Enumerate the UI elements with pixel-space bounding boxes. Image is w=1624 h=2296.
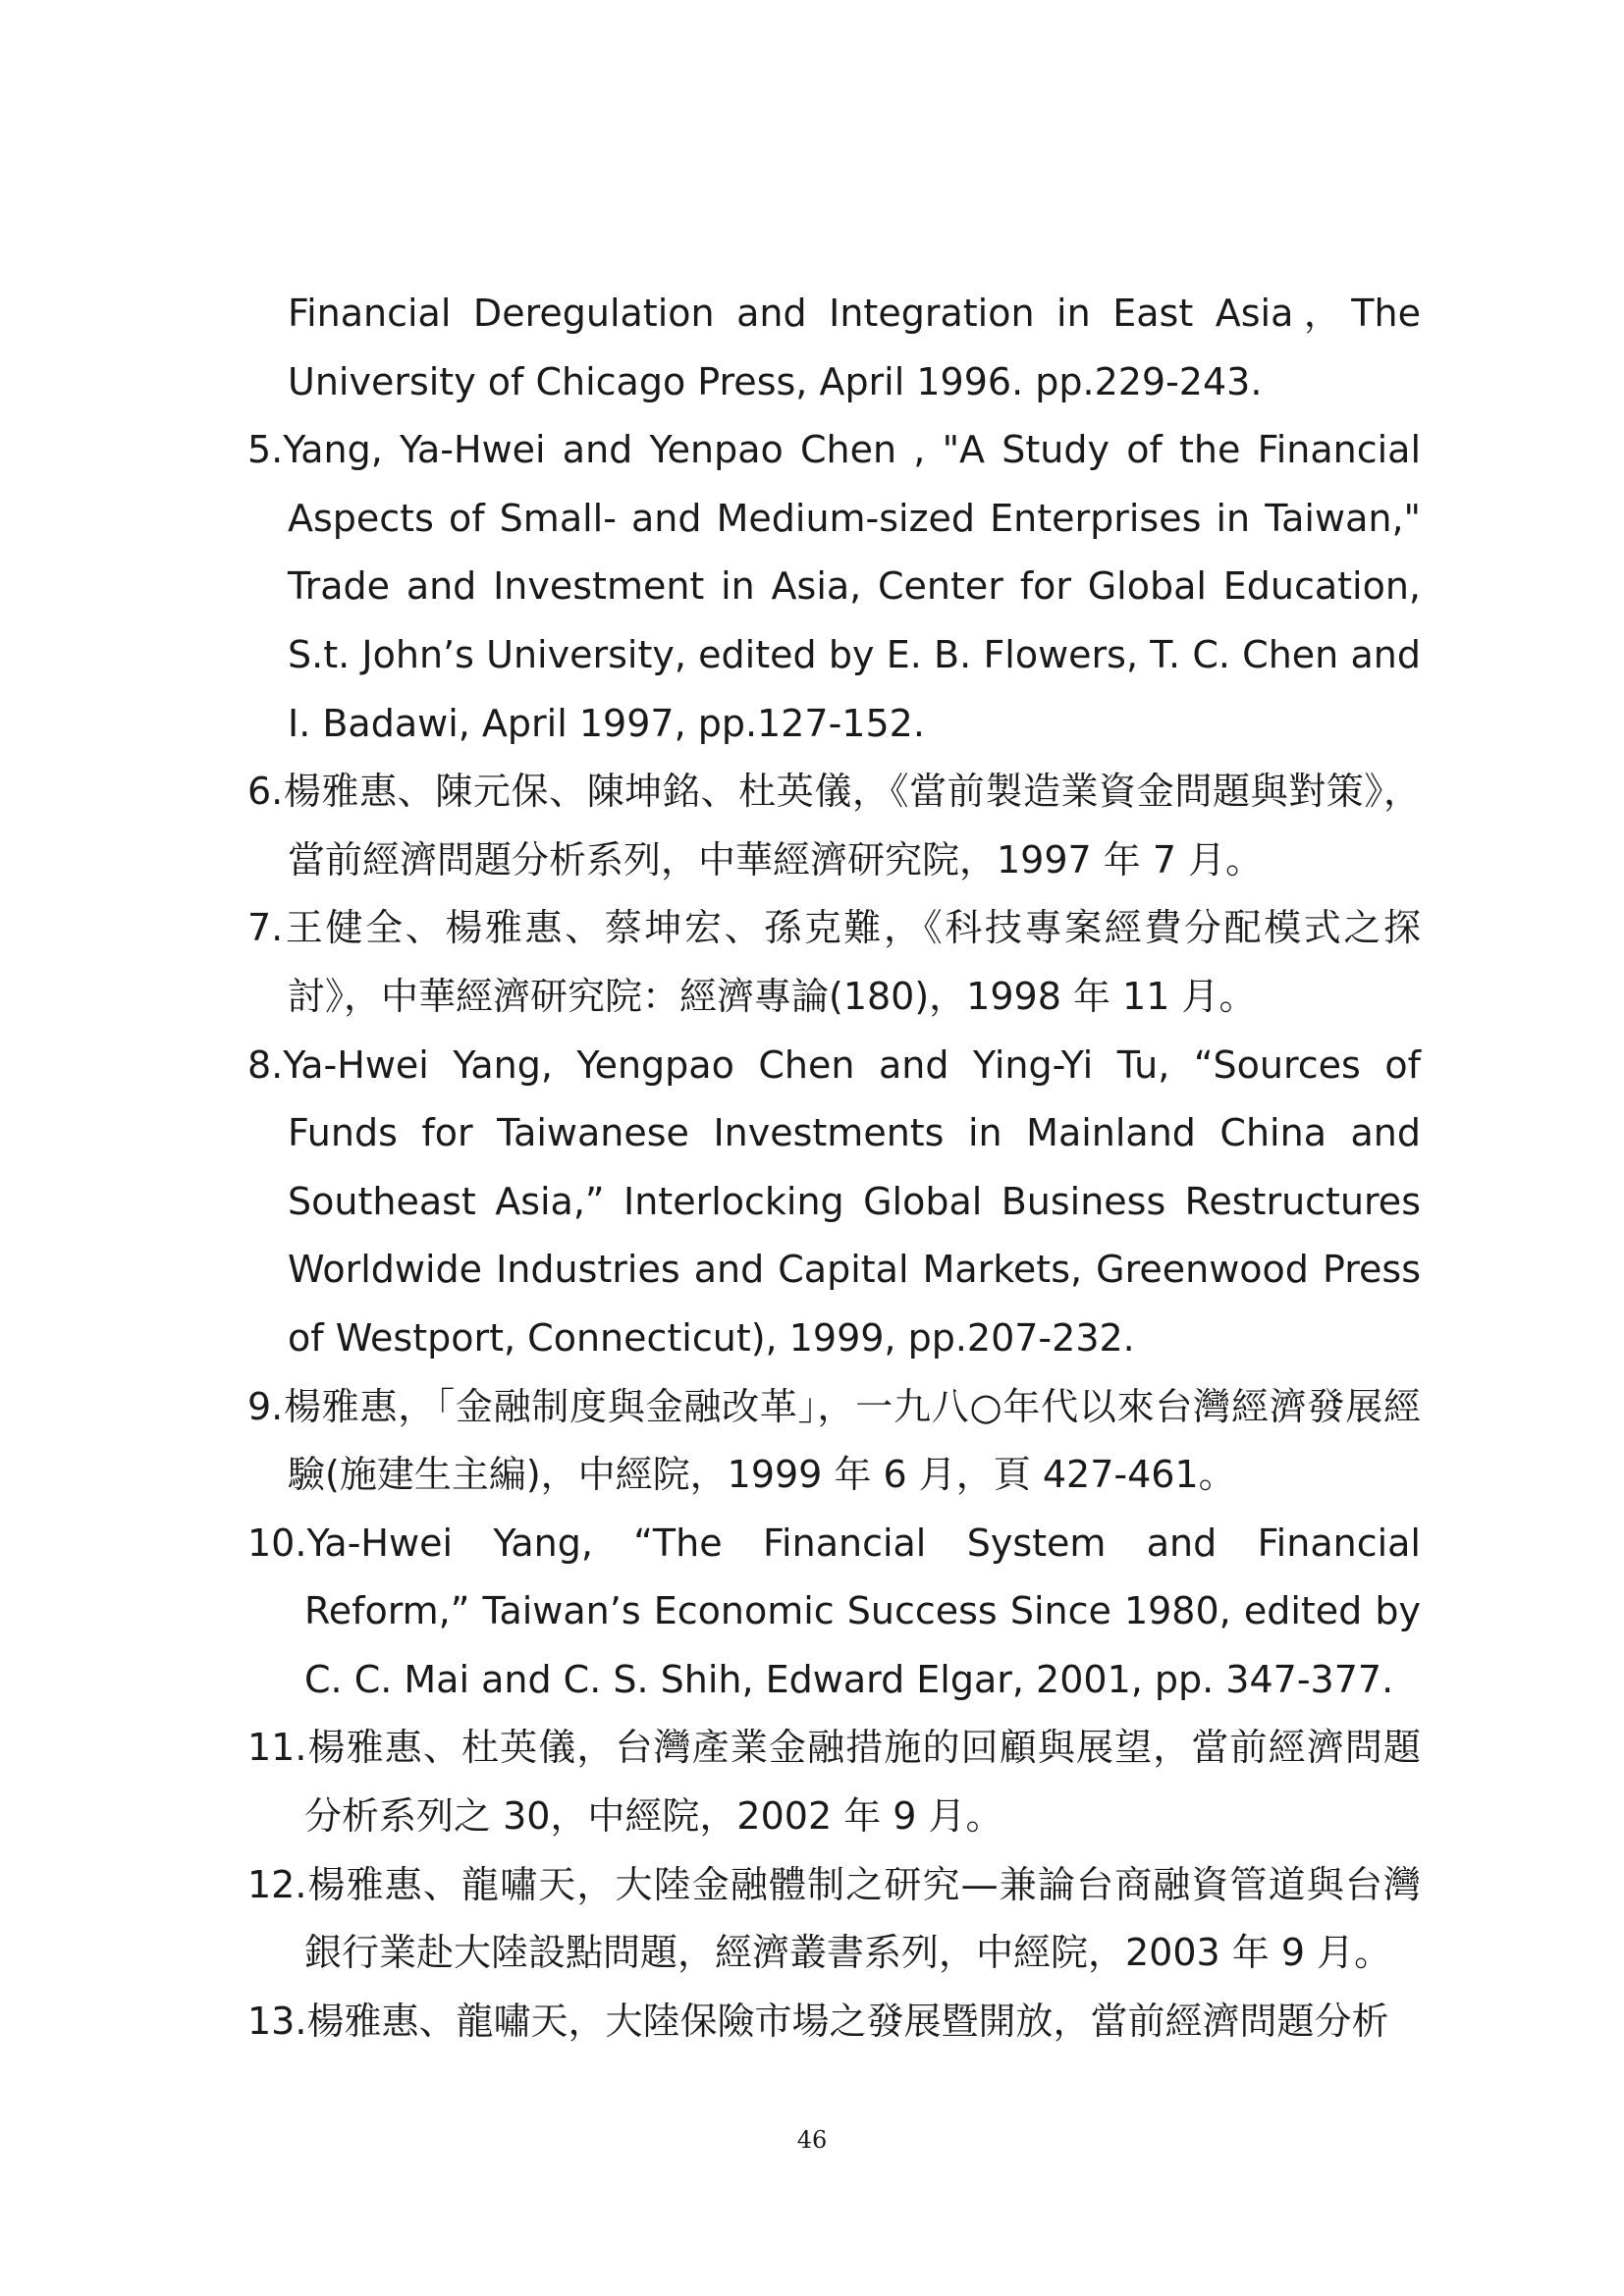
reference-number: 9. (247, 1384, 284, 1428)
reference-item (247, 1988, 1421, 2056)
reference-item (247, 280, 1421, 416)
reference-text: Ya-Hwei Yang, “The Financial System and Financial Reform,” Taiwan’s Economic Success Since 1980, edited by C. C. Mai and C. S. Shih, Edward Elgar, 2001, pp. 347-377. (304, 1521, 1421, 1701)
reference-list (247, 280, 1421, 2056)
reference-number: 12. (247, 1862, 307, 1906)
reference-item (247, 894, 1421, 1031)
page-number: 46 (796, 2126, 828, 2154)
reference-text: 楊雅惠、杜英儀，台灣產業金融措施的回顧與展望，當前經濟問題分析系列之 30，中經院，2002 年 9 月。 (304, 1726, 1421, 1839)
reference-number: 11. (247, 1726, 307, 1770)
reference-item (247, 1714, 1421, 1850)
reference-text: 楊雅惠，「金融制度與金融改革」，一九八○年代以來台灣經濟發展經驗(施建生主編)，中經院，1999 年 6 月，頁 427-461。 (283, 1384, 1421, 1497)
reference-text: 楊雅惠、陳元保、陳坤銘、杜英儀，《當前製造業資金問題與對策》，當前經濟問題分析系列，中華經濟研究院，1997 年 7 月。 (283, 770, 1421, 881)
reference-number: 10. (247, 1521, 307, 1565)
reference-text: 王健全、楊雅惠、蔡坤宏、孫克難，《科技專案經費分配模式之探討》，中華經濟研究院：經濟專論(180)，1998 年 11 月。 (283, 906, 1421, 1018)
reference-item (247, 1373, 1421, 1510)
reference-text: Ya-Hwei Yang, Yengpao Chen and Ying-Yi Tu, “Sources of Funds for Taiwanese Investments in Mainland China and Southeast Asia,” Interlocking Global Business Restructures Worldwide Industries and Capital Markets, Greenwood Press of Westport, Connecticut), 1999, pp.207-232. (283, 1042, 1421, 1360)
reference-number: 5. (247, 428, 284, 472)
reference-item (247, 1851, 1421, 1988)
reference-text: Financial Deregulation and Integration in East Asia，The University of Chicago Press, April 1996. pp.229-243. (288, 292, 1421, 403)
reference-text: 楊雅惠、龍嘯天，大陸金融體制之研究—兼論台商融資管道與台灣銀行業赴大陸設點問題，經濟叢書系列，中經院，2003 年 9 月。 (304, 1862, 1421, 1975)
reference-number: 6. (247, 770, 284, 814)
reference-item (247, 1032, 1421, 1373)
reference-item (247, 758, 1421, 894)
reference-item (247, 416, 1421, 758)
reference-number: 13. (247, 1999, 307, 2043)
reference-text: Yang, Ya-Hwei and Yenpao Chen , "A Study of the Financial Aspects of Small- and Medium-sized Enterprises in Taiwan," Trade and Investment in Asia, Center for Global Education, S.t. John’s University, edited by E. B. Flowers, T. C. Chen and I. Badawi, April 1997, pp.127-152. (283, 428, 1421, 745)
reference-text: 楊雅惠、龍嘯天，大陸保險市場之發展暨開放，當前經濟問題分析 (306, 1999, 1389, 2043)
reference-number: 7. (247, 906, 284, 950)
reference-item (247, 1510, 1421, 1715)
reference-number: 8. (247, 1042, 284, 1087)
